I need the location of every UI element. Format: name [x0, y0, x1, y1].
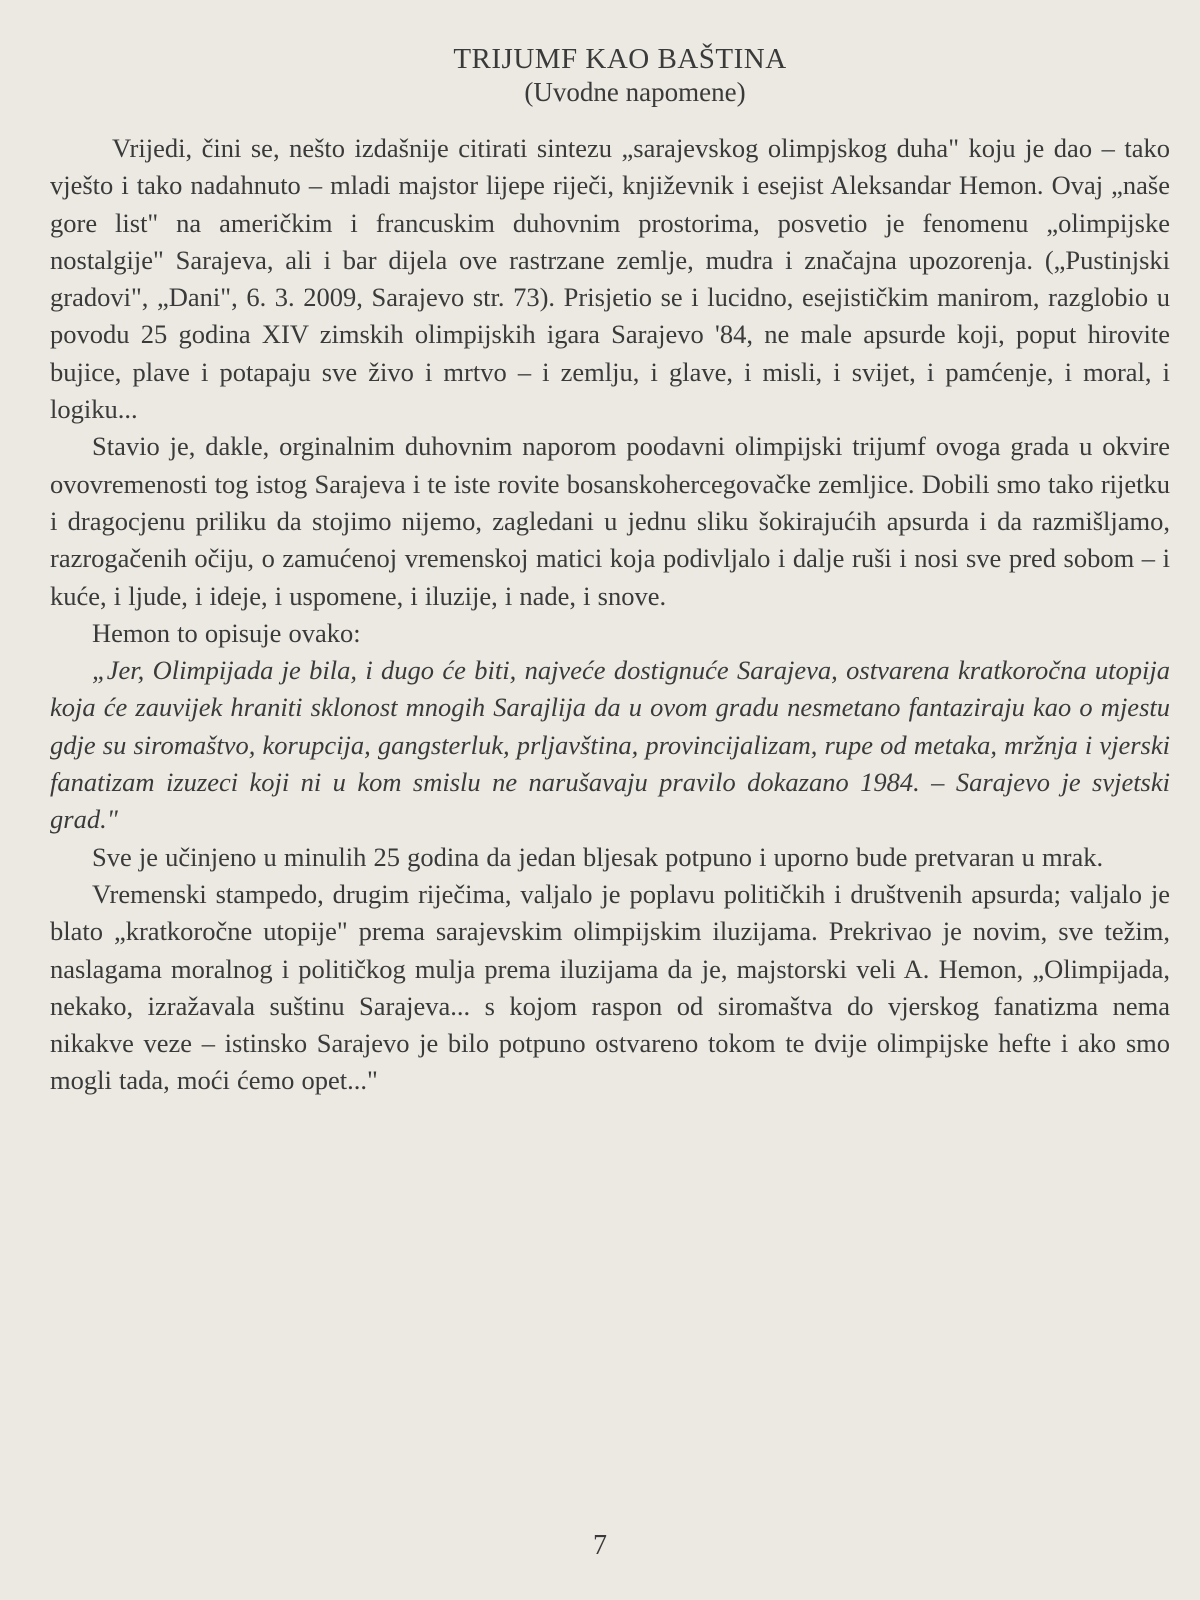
- quote-paragraph: „Jer, Olimpijada je bila, i dugo će biti, najveće dostignuće Sarajeva, ostvarena kratkoročna utopija koja će zauvijek hraniti sklonost mnogih Sarajlija da u ovom gradu nesmetano fantaziraju kao o mjestu gdje su siromaštvo, korupcija, gangsterluk, prljavština, provincijalizam, rupe od metaka, mržnja i vjerski fanatizam izuzeci koji ni u kom smislu ne narušavaju pravilo dokazano 1984. – Sarajevo je svjetski grad.": [50, 655, 1170, 835]
- paragraph-6: Vremenski stampedo, drugim riječima, valjalo je poplavu političkih i društvenih apsurda; valjalo je blato „kratkoročne utopije" prema sarajevskim olimpijskim iluzijama. Prekrivao je novim, sve težim, naslagama moralnog i političkog mulja prema iluzijama da je, majstorski veli A. Hemon, „Olimpijada, nekako, izražavala suštinu Sarajeva... s kojom raspon od siromaštva do vjerskog fanatizma nema nikakve veze – istinsko Sarajevo je bilo potpuno ostvareno tokom te dvije olimpijske hefte i ako smo mogli tada, moći ćemo opet...": [50, 878, 1170, 1096]
- paragraph-3: Hemon to opisuje ovako:: [92, 617, 361, 648]
- page-number: 7: [593, 1530, 607, 1561]
- paragraph-1: Vrijedi, čini se, nešto izdašnije citirati sintezu „sarajevskog olimpjskog duha" koju je dao – tako vješto i tako nadahnuto – mladi majstor lijepe riječi, književnik i esejist Aleksandar Hemon. Ovaj „naše gore list" na američkim i francuskim duhovnim prostorima, posvetio je fenomenu „olimpijske nostalgije" Sarajeva, ali i bar dijela ove rastrzane zemlje, mudra i značajna upozorenja. („Pustinjski gradovi", „Dani", 6. 3. 2009, Sarajevo str. 73). Prisjetio se i lucidno, esejističkim manirom, razglobio u povodu 25 godina XIV zimskih olimpijskih igara Sarajevo '84, ne male apsurde koji, poput hirovite bujice, plave i potapaju sve živo i mrtvo – i zemlju, i glave, i misli, i svijet, i pamćenje, i moral, i logiku...: [50, 133, 1170, 425]
- page-subtitle: (Uvodne napomene): [524, 77, 746, 107]
- page-title: TRIJUMF KAO BAŠTINA: [453, 43, 787, 75]
- paragraph-5: Sve je učinjeno u minulih 25 godina da jedan bljesak potpuno i uporno bude pretvaran u mrak.: [92, 841, 1104, 872]
- paragraph-2: Stavio je, dakle, orginalnim duhovnim naporom poodavni olimpijski trijumf ovoga grada u okvire ovovremenosti tog istog Sarajeva i te iste rovite bosanskohercegovačke zemljice. Dobili smo tako rijetku i dragocjenu priliku da stojimo nijemo, zagledani u jednu sliku šokirajućih apsurda i da razmišljamo, razrogačenih očiju, o zamućenoj vremenskoj matici koja podivljalo i dalje ruši i nosi sve pred sobom – i kuće, i ljude, i ideje, i uspomene, i iluzije, i nade, i snove.: [50, 431, 1170, 611]
